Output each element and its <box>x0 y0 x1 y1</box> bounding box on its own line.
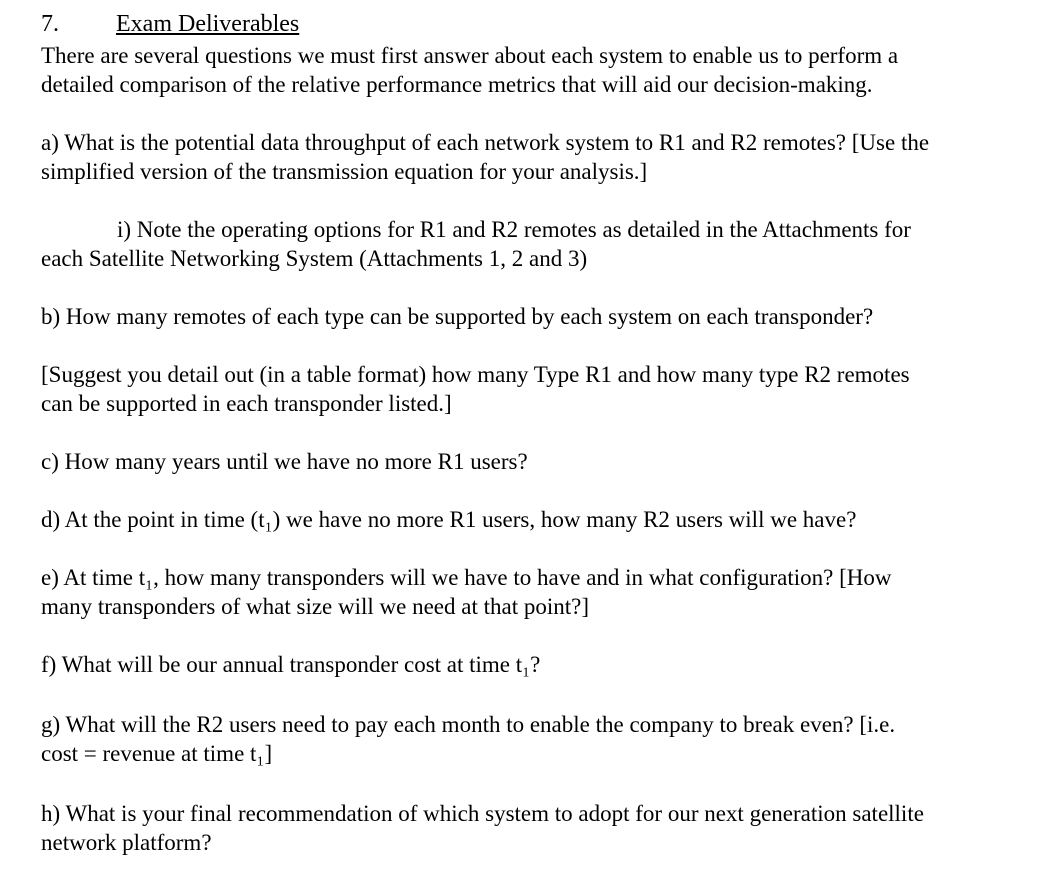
question-a-line-2: simplified version of the transmission equation for your analysis.] <box>41 159 648 184</box>
intro-line-2: detailed comparison of the relative performance metrics that will aid our decision-making. <box>41 72 873 97</box>
question-h-line-1: h) What is your final recommendation of which system to adopt for our next generation satellite <box>41 801 924 826</box>
question-a-i-line-2: each Satellite Networking System (Attachments 1, 2 and 3) <box>41 246 588 271</box>
question-c: c) How many years until we have no more R1 users? <box>41 449 528 474</box>
question-a-line-1: a) What is the potential data throughput of each network system to R1 and R2 remotes? [Use the <box>41 130 930 155</box>
question-e-line-1: e) At time t₁, how many transponders will we have to have and in what configuration? [How <box>41 565 892 590</box>
question-g-line-1: g) What will the R2 users need to pay each month to enable the company to break even? [i.e. <box>41 712 896 737</box>
question-a-i-line-1: i) Note the operating options for R1 and R2 remotes as detailed in the Attachments for <box>117 217 911 242</box>
question-h-line-2: network platform? <box>41 830 212 855</box>
question-b-note-line-2: can be supported in each transponder listed.] <box>41 391 452 416</box>
section-number: 7. <box>41 11 59 37</box>
intro-line-1: There are several questions we must first answer about each system to enable us to perform a <box>41 43 899 68</box>
question-b: b) How many remotes of each type can be supported by each system on each transponder? <box>41 304 874 329</box>
question-g-line-2: cost = revenue at time t₁] <box>41 741 273 766</box>
question-b-note-line-1: [Suggest you detail out (in a table format) how many Type R1 and how many type R2 remotes <box>41 362 910 387</box>
section-title: Exam Deliverables <box>116 11 300 37</box>
question-d: d) At the point in time (t₁) we have no more R1 users, how many R2 users will we have? <box>41 507 857 532</box>
question-e-line-2: many transponders of what size will we need at that point?] <box>41 594 590 619</box>
question-f: f) What will be our annual transponder cost at time t₁? <box>41 652 541 677</box>
